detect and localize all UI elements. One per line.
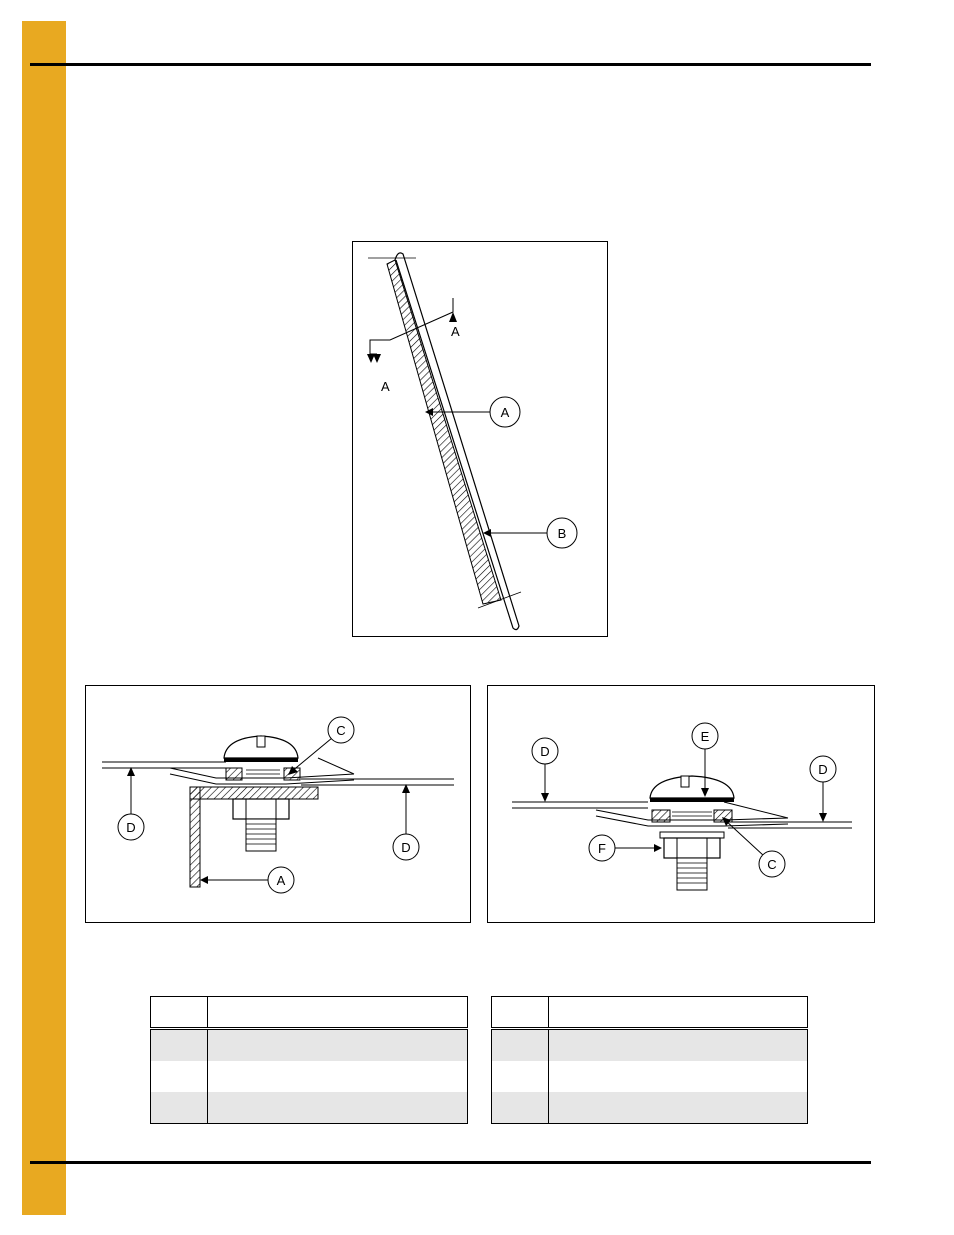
side-view-drawing (353, 242, 607, 636)
table-cell-description (208, 1092, 468, 1124)
side-view-figure (352, 241, 608, 637)
table-row (151, 1061, 468, 1092)
table-header-row (151, 997, 468, 1029)
table-cell-description (549, 1029, 808, 1062)
callout-a: A (276, 873, 286, 888)
table-cell-ref (492, 1029, 549, 1062)
section-a-label-2: A (381, 379, 390, 394)
callout-d-right: D (401, 840, 411, 855)
detail-right-figure (487, 685, 875, 923)
callout-b: B (557, 526, 567, 541)
table-cell-ref (151, 1029, 208, 1062)
table-row (492, 1061, 808, 1092)
callout-a: A (500, 405, 510, 420)
table-header-description (208, 997, 468, 1029)
page-accent-bar (22, 21, 66, 1215)
table-row (492, 1029, 808, 1062)
table-row (151, 1029, 468, 1062)
table-cell-ref (151, 1092, 208, 1124)
section-a-label-1: A (451, 324, 460, 339)
callout-d-left: D (540, 744, 550, 759)
callout-e: E (700, 729, 710, 744)
table-cell-ref (492, 1061, 549, 1092)
header-rule (30, 63, 871, 66)
table-header-description (549, 997, 808, 1029)
parts-table-left (150, 996, 468, 1124)
detail-left-figure (85, 685, 471, 923)
table-cell-ref (492, 1092, 549, 1124)
table-header-ref (492, 997, 549, 1029)
table-cell-description (208, 1061, 468, 1092)
callout-c: C (336, 723, 346, 738)
table-header-row (492, 997, 808, 1029)
table-cell-description (549, 1061, 808, 1092)
footer-rule (30, 1161, 871, 1164)
table-header-ref (151, 997, 208, 1029)
table-cell-description (549, 1092, 808, 1124)
callout-d-right: D (818, 762, 828, 777)
table-cell-ref (151, 1061, 208, 1092)
parts-table-right (491, 996, 808, 1124)
table-row (151, 1092, 468, 1124)
table-row (492, 1092, 808, 1124)
callout-f: F (598, 841, 606, 856)
detail-left-drawing (86, 686, 470, 922)
callout-c: C (767, 857, 777, 872)
detail-right-drawing (488, 686, 874, 922)
callout-d-left: D (126, 820, 136, 835)
table-cell-description (208, 1029, 468, 1062)
